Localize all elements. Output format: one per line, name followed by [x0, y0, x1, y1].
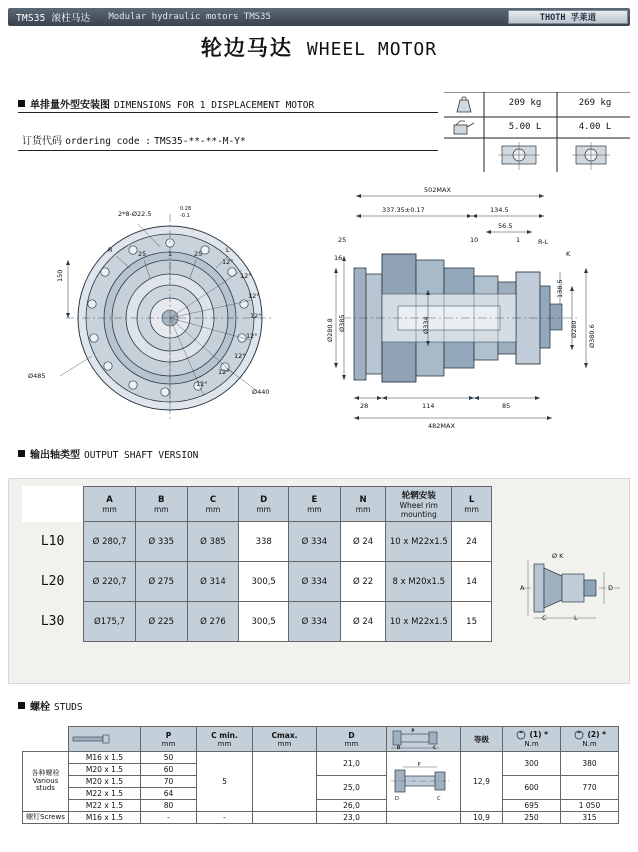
label-d280: Ø280	[570, 320, 578, 338]
label-1: 1	[168, 250, 173, 258]
studs-t2-4: 1 050	[561, 800, 619, 812]
screws-size: M16 x 1.5	[69, 812, 141, 824]
page-title-cn: 轮边马达	[200, 36, 293, 60]
stud-assembly-icon	[389, 762, 451, 802]
studs-t1-2: 600	[503, 776, 561, 800]
table-row	[22, 522, 492, 562]
label-sketch-k: Ø K	[552, 552, 564, 560]
cell-l30-rim: 10 x M22x1.5	[386, 602, 452, 642]
weight-value-2: 269 kg	[578, 98, 612, 108]
studs-t2-0: 380	[561, 752, 619, 776]
torque-icon-2	[573, 730, 585, 740]
th-C-unit: mm	[205, 504, 221, 514]
studs-table	[22, 726, 619, 824]
studs-size-0: M16 x 1.5	[69, 752, 141, 764]
studs-th-Cmin-label: C min.	[211, 730, 238, 740]
studs-row	[23, 800, 619, 812]
screws-t2: 315	[561, 812, 619, 824]
oil-can-icon	[454, 121, 474, 134]
studs-row-screws	[23, 812, 619, 824]
studs-t1-4: 695	[503, 800, 561, 812]
label-angle-7: 12°	[218, 368, 230, 376]
studs-th-grade	[461, 727, 503, 752]
label-angle-5: 12°	[246, 332, 258, 340]
section1-en: DIMENSIONS FOR 1 DISPLACEMENT MOTOR	[114, 100, 315, 111]
studs-th-D-label: D	[348, 730, 355, 740]
label-25-right: 25	[338, 236, 347, 244]
label-sketch-a: A	[520, 584, 525, 592]
cell-l10-L: 24	[452, 522, 492, 562]
cell-l30-L: 15	[452, 602, 492, 642]
studs-d-0: 21,0	[317, 752, 387, 776]
label-d440: Ø440	[252, 388, 270, 396]
ordering-code-value: TMS35-**-**-M-Y*	[154, 136, 246, 147]
label-d334: Ø334	[422, 316, 430, 334]
section-view-drawing	[320, 182, 632, 434]
studs-sketch-cell	[387, 752, 461, 812]
cell-l10-N: Ø 24	[340, 522, 386, 562]
screws-label-cn: 螺钉	[26, 812, 41, 821]
ordering-code-line	[22, 132, 246, 147]
stud-icon	[71, 733, 111, 745]
label-150: 150	[56, 269, 64, 282]
label-10: 10	[470, 236, 479, 244]
section3-en: STUDS	[54, 702, 83, 713]
label-d380-6: Ø380.6	[588, 324, 596, 348]
cell-l20-N: Ø 22	[340, 562, 386, 602]
label-134-5: 134.5	[490, 206, 509, 214]
th-E	[289, 487, 341, 522]
label-482max: 482MAX	[428, 422, 455, 430]
header-title-en: Modular hydraulic motors TMS35	[108, 12, 271, 22]
label-28: 28	[360, 402, 369, 410]
divider-ordering	[18, 150, 438, 151]
label-holes-note: 2*8-Ø22.5	[118, 210, 152, 218]
weight-info-block	[444, 92, 630, 172]
page-title	[0, 32, 638, 62]
cell-l20-D: 300,5	[239, 562, 289, 602]
studs-p-1: 60	[141, 764, 197, 776]
header-bar	[8, 8, 630, 26]
section-dimensions-heading	[18, 96, 314, 111]
label-16: 16	[334, 254, 343, 262]
studs-th-P	[141, 727, 197, 752]
th-rim-unit: Wheel rim mounting	[399, 501, 438, 519]
page-title-en: WHEEL MOTOR	[306, 39, 438, 60]
studs-th-P-unit: mm	[161, 739, 176, 748]
studs-th-P-label: P	[165, 730, 172, 740]
cell-l10-E: Ø 334	[289, 522, 341, 562]
label-sketch-l: L	[574, 614, 578, 622]
studs-th-t2-unit: N.m	[582, 740, 597, 748]
svg-text:D: D	[395, 795, 399, 802]
studs-group-label-cn: 各种螺栓	[31, 768, 60, 777]
label-25-a: 25	[138, 250, 147, 258]
studs-th-Cmin	[197, 727, 253, 752]
studs-group-label	[23, 752, 69, 812]
label-k: K	[566, 250, 571, 258]
th-rim-label: 轮辋安装	[401, 491, 436, 501]
studs-th-sketch	[387, 727, 461, 752]
bullet-square-icon-2	[18, 450, 25, 457]
label-angle-2: 12°	[240, 272, 252, 280]
cell-l30-C: Ø 276	[187, 602, 239, 642]
cell-l10-rim: 10 x M22x1.5	[386, 522, 452, 562]
th-L-unit: mm	[464, 504, 479, 514]
ordering-label-en: ordering code :	[65, 136, 151, 147]
studs-th-Cmax-unit: mm	[277, 739, 292, 748]
studs-th-blank	[23, 727, 69, 752]
studs-p-0: 50	[141, 752, 197, 764]
studs-grade-merged: 12,9	[461, 752, 503, 812]
studs-th-D-unit: mm	[344, 739, 359, 748]
cell-l30-N: Ø 24	[340, 602, 386, 642]
th-L	[452, 487, 492, 522]
studs-th-Cmax	[253, 727, 317, 752]
stud-dimension-icon	[389, 728, 447, 750]
screws-sketch	[387, 812, 461, 824]
th-C	[187, 487, 239, 522]
studs-p-4: 80	[141, 800, 197, 812]
label-d280-8: Ø280.8	[326, 318, 334, 342]
section2-en: OUTPUT SHAFT VERSION	[84, 450, 199, 461]
th-D-label: D	[260, 494, 268, 505]
studs-p-2: 70	[141, 776, 197, 788]
part-silhouette-2	[572, 142, 610, 170]
weight-value-1: 209 kg	[508, 98, 542, 108]
divider-section1	[18, 112, 438, 113]
svg-text:D: D	[397, 745, 401, 750]
studs-th-Cmin-unit: mm	[217, 739, 232, 748]
bullet-square-icon-3	[18, 702, 25, 709]
th-A	[84, 487, 136, 522]
weight-icon	[457, 97, 471, 112]
table-row	[22, 562, 492, 602]
label-L: L	[226, 246, 230, 254]
studs-group-label-en: Various studs	[32, 776, 59, 793]
screws-grade: 10,9	[461, 812, 503, 824]
th-rim	[386, 487, 452, 522]
table-header-row	[22, 487, 492, 522]
studs-size-2: M20 x 1.5	[69, 776, 141, 788]
th-C-label: C	[209, 494, 217, 505]
studs-th-D	[317, 727, 387, 752]
cell-l10-B: Ø 335	[135, 522, 187, 562]
studs-row	[23, 776, 619, 788]
label-337-35: 337.35±0.17	[382, 206, 425, 214]
studs-cmin-merged: 5	[197, 752, 253, 812]
studs-d-4: 26,0	[317, 800, 387, 812]
studs-th-t1-label: (1) *	[529, 730, 549, 739]
screws-p: -	[141, 812, 197, 824]
screws-label-en: Screws	[40, 812, 65, 821]
section-studs-heading	[18, 698, 83, 713]
bullet-square-icon	[18, 100, 25, 107]
label-114: 114	[422, 402, 435, 410]
cell-l10-C: Ø 385	[187, 522, 239, 562]
cell-l20-B: Ø 275	[135, 562, 187, 602]
section2-cn: 输出轴类型	[30, 450, 80, 461]
label-R: R	[108, 246, 113, 254]
studs-th-t1	[503, 727, 561, 752]
th-D	[239, 487, 289, 522]
row-name-l30: L30	[22, 602, 84, 642]
th-B-unit: mm	[153, 504, 169, 514]
studs-th-Cmax-label: Cmax.	[271, 730, 298, 740]
label-sketch-d: D	[608, 584, 614, 592]
label-angle-4: 12°	[250, 312, 262, 320]
studs-size-4: M22 x 1.5	[69, 800, 141, 812]
screws-label	[23, 812, 69, 824]
volume-value-1: 5.00 L	[508, 122, 542, 132]
brand-logo: THOTH 孚莱道	[508, 10, 628, 24]
studs-header-row	[23, 727, 619, 752]
svg-text:C: C	[433, 745, 436, 750]
volume-value-2: 4.00 L	[578, 122, 612, 132]
th-N	[340, 487, 386, 522]
screws-cmin: -	[197, 812, 253, 824]
studs-row	[23, 752, 619, 764]
studs-th-t2-label: (2) *	[587, 730, 607, 739]
th-B-label: B	[158, 494, 165, 505]
front-view-drawing	[20, 200, 320, 430]
cell-l20-L: 14	[452, 562, 492, 602]
studs-th-t2	[561, 727, 619, 752]
ordering-label-cn: 订货代码	[22, 136, 62, 147]
section3-cn: 螺栓	[30, 702, 50, 713]
header-title-cn: TMS35 滚柱马达	[16, 13, 91, 24]
screws-cmax	[253, 812, 317, 824]
screws-t1: 250	[503, 812, 561, 824]
svg-text:C: C	[437, 795, 441, 802]
label-d385: Ø385	[338, 314, 346, 332]
th-E-label: E	[311, 494, 318, 505]
studs-th-grade-label: 等级	[474, 734, 489, 744]
section1-cn: 单排量外型安装图	[30, 100, 110, 111]
studs-d-2: 25,0	[317, 776, 387, 800]
th-E-unit: mm	[307, 504, 322, 514]
th-A-unit: mm	[102, 504, 117, 514]
table-row	[22, 602, 492, 642]
label-85: 85	[502, 402, 511, 410]
label-rl: R-L	[538, 238, 549, 246]
th-D-unit: mm	[256, 504, 271, 514]
studs-t1-0: 300	[503, 752, 561, 776]
label-1-right: 1	[516, 236, 521, 244]
label-angle-3: 12°	[248, 292, 260, 300]
th-N-unit: mm	[355, 504, 371, 514]
label-angle-1: 12°	[222, 258, 234, 266]
row-name-l20: L20	[22, 562, 84, 602]
cell-l30-E: Ø 334	[289, 602, 341, 642]
label-sketch-c: C	[542, 614, 547, 622]
label-angle-6: 12°	[234, 352, 246, 360]
part-silhouette-1	[498, 142, 540, 170]
label-502max: 502MAX	[424, 186, 451, 194]
label-holes-tol-lower: -0.1	[180, 213, 190, 219]
th-B	[135, 487, 187, 522]
shaft-side-sketch	[518, 552, 626, 624]
studs-th-t1-unit: N.m	[524, 740, 539, 748]
cell-l30-D: 300,5	[239, 602, 289, 642]
studs-t2-2: 770	[561, 776, 619, 800]
label-angle-8: 12°	[196, 380, 208, 388]
svg-text:P: P	[417, 761, 421, 768]
th-blank	[22, 487, 84, 522]
label-d485: Ø485	[28, 372, 46, 380]
section-output-shaft-heading	[18, 446, 198, 461]
label-holes-tol-upper: 0.28	[180, 206, 192, 212]
cell-l10-D: 338	[239, 522, 289, 562]
row-name-l10: L10	[22, 522, 84, 562]
th-A-label: A	[106, 494, 113, 505]
cell-l30-A: Ø175,7	[84, 602, 136, 642]
label-56-5: 56.5	[498, 222, 513, 230]
studs-p-3: 64	[141, 788, 197, 800]
studs-cmax-blank	[253, 752, 317, 812]
studs-size-3: M22 x 1.5	[69, 788, 141, 800]
cell-l20-rim: 8 x M20x1.5	[386, 562, 452, 602]
svg-text:P: P	[411, 728, 415, 733]
label-138-5: 138.5	[556, 279, 564, 298]
screws-d: 23,0	[317, 812, 387, 824]
cell-l20-C: Ø 314	[187, 562, 239, 602]
cell-l30-B: Ø 225	[135, 602, 187, 642]
studs-th-icon	[69, 727, 141, 752]
output-shaft-table	[22, 486, 492, 642]
torque-icon-1	[515, 730, 527, 740]
studs-size-1: M20 x 1.5	[69, 764, 141, 776]
th-N-label: N	[359, 494, 367, 505]
cell-l10-A: Ø 280,7	[84, 522, 136, 562]
cell-l20-A: Ø 220,7	[84, 562, 136, 602]
th-L-label: L	[468, 494, 475, 505]
label-25-b: 25	[194, 250, 203, 258]
cell-l20-E: Ø 334	[289, 562, 341, 602]
